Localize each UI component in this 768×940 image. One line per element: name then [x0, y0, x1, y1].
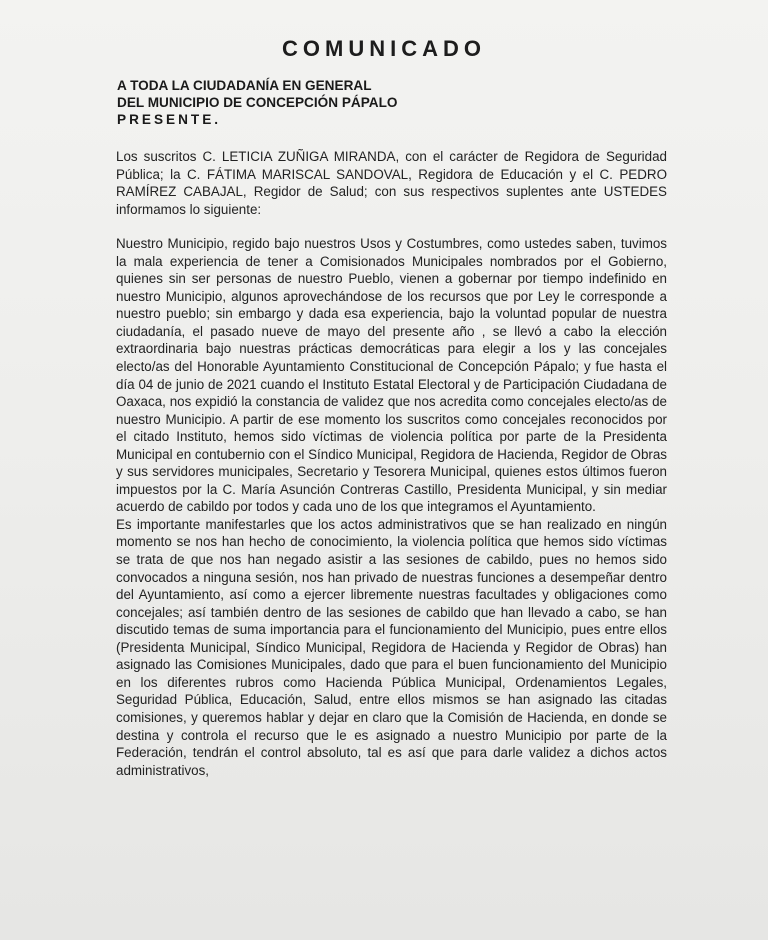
- paragraph-1: Nuestro Municipio, regido bajo nuestros Usos y Costumbres, como ustedes saben, tuvimos la mala experiencia de tener a Comisionados Municipales nombrados por el Gobierno, quienes sin ser personas de nuestro Pueblo, vienen a gobernar por tiempo indefinido en nuestro Municipio, algunos aprovechándose de los recursos que por Ley le corresponde a nuestro pueblo; sin embargo y dada esa experiencia, bajo la voluntad popular de nuestra ciudadanía, el pasado nueve de mayo del presente año , se llevó a cabo la elección extraordinaria bajo nuestras prácticas democráticas para elegir a los y las concejales electo/as del Honorable Ayuntamiento Constitucional de Concepción Pápalo; y fue hasta el día 04 de junio de 2021 cuando el Instituto Estatal Electoral y de Participación Ciudadana de Oaxaca, nos expidió la constancia de validez que nos acredita como concejales electo/as de nuestro Municipio. A partir de ese momento los suscritos como concejales reconocidos por el citado Instituto, hemos sido víctimas de violencia política por parte de la Presidenta Municipal en contubernio con el Síndico Municipal, Regidora de Hacienda, Regidor de Obras y sus servidores municipales, Secretario y Tesorera Municipal, quienes estos últimos fueron impuestos por la C. María Asunción Contreras Castillo, Presidenta Municipal, y sin mediar acuerdo de cabildo por todos y cada uno de los que integramos el Ayuntamiento.: [116, 236, 667, 515]
- addressee-block: [117, 77, 637, 128]
- addressee-line-2: DEL MUNICIPIO DE CONCEPCIÓN PÁPALO: [117, 95, 398, 110]
- paragraph-2: Es importante manifestarles que los actos administrativos que se han realizado en ningún momento se nos han hecho de conocimiento, la violencia política que hemos sido víctimas se trata de que nos han negado asistir a las sesiones de cabildo, pues no hemos sido convocados a ninguna sesión, nos han privado de nuestras funciones a desempeñar dentro del Ayuntamiento, así como a ejercer libremente nuestras facultades y obligaciones como concejales; así también dentro de las sesiones de cabildo que han llevado a cabo, se han discutido temas de suma importancia para el funcionamiento del Municipio, pues entre ellos (Presidenta Municipal, Síndico Municipal, Regidora de Hacienda y Regidor de Obras) han asignado las Comisiones Municipales, dado que para el buen funcionamiento del Municipio en los diferentes rubros como Hacienda Pública Municipal, Ordenamientos Legales, Seguridad Pública, Educación, Salud, entre ellos mismos se han asignado las citadas comisiones, y queremos hablar y dejar en claro que la Comisión de Hacienda, en donde se destina y controla el recurso que le es asignado a nuestro Municipio por parte de la Federación, tendrán el control absoluto, tal es así que para darle validez a dichos actos administrativos,: [116, 516, 667, 778]
- addressee-line-1: A TODA LA CIUDADANÍA EN GENERAL: [117, 78, 372, 93]
- document-body: [116, 148, 667, 779]
- page-title: COMUNICADO: [282, 36, 486, 61]
- intro-paragraph: Los suscritos C. LETICIA ZUÑIGA MIRANDA, con el carácter de Regidora de Seguridad Pública; la C. FÁTIMA MARISCAL SANDOVAL, Regidora de Educación y el C. PEDRO RAMÍREZ CABAJAL, Regidor de Salud; con sus respectivos suplentes ante USTEDES informamos lo siguiente:: [116, 149, 667, 217]
- addressee-line-3: PRESENTE.: [117, 112, 222, 127]
